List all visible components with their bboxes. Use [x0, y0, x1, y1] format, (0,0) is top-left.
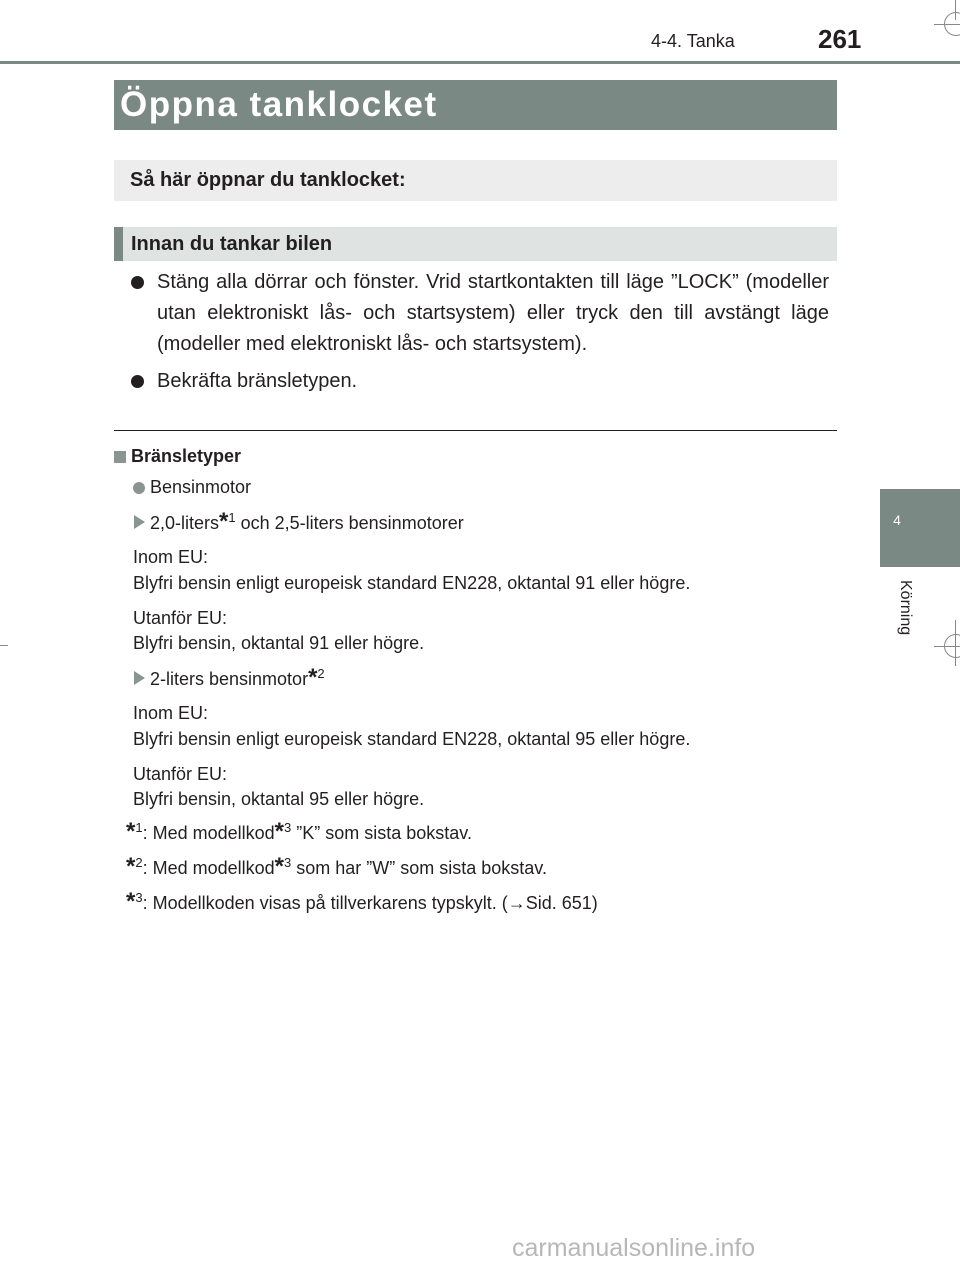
region-label: Utanför EU: [133, 608, 228, 628]
fuel-spec: Blyfri bensin, oktantal 95 eller högre. [133, 789, 425, 809]
footnote-text: : Med modellkod [142, 823, 275, 843]
page-title: Öppna tanklocket [120, 85, 438, 124]
variant-text: 2-liters bensinmotor [150, 669, 309, 689]
bullet-icon [131, 276, 144, 289]
bullet-item: Stäng alla dörrar och fönster. Vrid startkontakten till läge ”LOCK” (modeller utan elektroniskt lås- och startsystem) eller tryck den till avstängt läge (modeller med elektroniskt lås- och startsystem). [157, 271, 829, 355]
region-label: Utanför EU: [133, 764, 228, 784]
bullet-icon [131, 375, 144, 388]
separator [114, 430, 837, 431]
subsection-accent [114, 227, 123, 261]
watermark: carmanualsonline.info [512, 1234, 756, 1262]
header-rule [0, 61, 960, 64]
asterisk: * [126, 818, 136, 845]
footnote-ref: 1 [228, 510, 236, 525]
variant-text: 2,0-liters [150, 513, 220, 533]
footnote-number: 3 [135, 890, 143, 905]
asterisk: * [219, 508, 229, 535]
chapter-number: 4 [893, 512, 901, 528]
section-header: 4-4. Tanka [651, 31, 735, 51]
engine-label: Bensinmotor [150, 477, 252, 497]
footnote-number: 2 [135, 855, 143, 870]
asterisk: * [126, 853, 136, 880]
footnote-text: : Med modellkod [142, 858, 275, 878]
asterisk: * [308, 664, 318, 691]
chapter-title: Körning [897, 580, 914, 636]
fuel-spec: Blyfri bensin enligt europeisk standard EN228, oktantal 91 eller högre. [133, 573, 691, 593]
intro-text: Så här öppnar du tanklocket: [130, 169, 406, 191]
footnote [126, 853, 547, 881]
footnote [126, 818, 472, 846]
region-label: Inom EU: [133, 703, 209, 723]
triangle-bullet-icon [134, 515, 145, 529]
asterisk: * [126, 888, 136, 915]
square-bullet-icon [114, 451, 126, 463]
asterisk: * [274, 818, 284, 845]
asterisk: * [274, 853, 284, 880]
crop-mark [934, 646, 960, 647]
circle-bullet-icon [133, 482, 145, 494]
fuel-heading: Bränsletyper [131, 446, 242, 466]
footnote-text: ”K” som sista bokstav. [291, 823, 472, 843]
crop-mark [955, 620, 956, 666]
variant-label [150, 664, 325, 692]
footnote-text: som har ”W” som sista bokstav. [291, 858, 547, 878]
region-label: Inom EU: [133, 547, 209, 567]
footnote-number: 1 [135, 820, 143, 835]
variant-text: och 2,5-liters bensinmotorer [235, 513, 464, 533]
triangle-bullet-icon [134, 671, 145, 685]
footnote-ref: 2 [317, 666, 325, 681]
variant-label [150, 508, 464, 536]
page-reference-link[interactable]: Sid. 651) [525, 893, 598, 913]
fuel-spec: Blyfri bensin enligt europeisk standard EN228, oktantal 95 eller högre. [133, 729, 691, 749]
chapter-tab [880, 489, 960, 567]
footnote [126, 888, 598, 916]
arrow-icon: → [507, 893, 526, 913]
footnote-text: : Modellkoden visas på tillverkarens typskylt. ( [142, 893, 508, 913]
crop-mark [0, 645, 8, 646]
footnote-ref: 3 [284, 820, 292, 835]
footnote-ref: 3 [284, 855, 292, 870]
crop-mark [934, 24, 960, 25]
bullet-item: Bekräfta bränsletypen. [157, 370, 358, 392]
subsection-heading: Innan du tankar bilen [131, 233, 333, 255]
fuel-spec: Blyfri bensin, oktantal 91 eller högre. [133, 633, 425, 653]
page-number: 261 [818, 24, 862, 54]
